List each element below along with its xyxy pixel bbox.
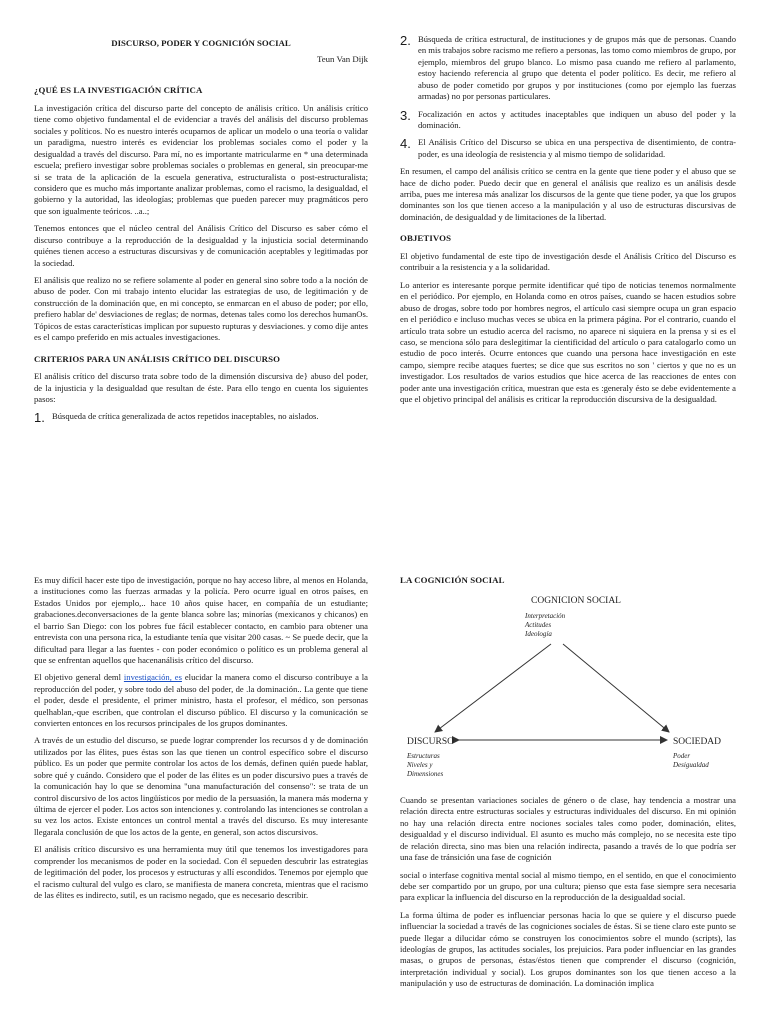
diagram-left-item: Estructuras — [407, 752, 440, 760]
diagram-top-item: Actitudes — [525, 621, 552, 629]
diagram-top-item: Ideología — [525, 630, 552, 638]
cognition-diagram — [403, 592, 741, 780]
cognition-diagram-svg — [403, 592, 741, 780]
list-item — [400, 137, 736, 160]
paragraph: Tenemos entonces que el núcleo central del Análisis Crítico del Discurso es saber cómo el discurso contribuye a la reproducción de la desigualdad y la injusticia social determinando quiénes tienen acceso a estructuras discursivas y de comunicación aceptables y legitimadas por la sociedad. — [34, 223, 368, 268]
section-heading-criterios: CRITERIOS PARA UN ANÁLISIS CRÍTICO DEL DISCURSO — [34, 353, 281, 364]
list-text: El Análisis Crítico del Discurso se ubica en una perspectiva de disentimiento, de contra-poder, es una ideología de resistencia y al mismo tiempo de solidaridad. — [418, 137, 736, 159]
paragraph: El análisis crítico del discurso trata sobre todo de la dimensión discursiva de} abuso del poder, de la injusticia y la desigualdad que resultan de éste. Para ello tengo en cuenta los siguientes pasos: — [34, 371, 368, 405]
paragraph: En resumen, el campo del análisis crítico se centra en la gente que tiene poder y el abuso que se hace de dicho poder. Puedo decir que en general el análisis que realizo es un análisis desde arriba, pues me interesa más analizar los discursos de la gente que tiene poder, ya que los grupos dominantes son los que tienen acceso a la manipulación y al uso de estructuras discursivas de dominación, de desigualdad y de limitaciones de la libertad. — [400, 166, 736, 222]
paragraph: A través de un estudio del discurso, se puede lograr comprender los recursos d y de dominación utilizados por las élites, pues éstas son las que tienen un control específico sobre el discurso público. Es un poder que permite controlar los actos de los demás, definen quién puede hablar, sobre qué y cuándo. Considero que el poder de las élites es un poder discursivo pues a través de la comunicación hay lo que se denomina "una manufacturación del consenso": se trata de un control discursivo de los actos lingüísticos por medio de la persuasión, la manera más moderna y última de ejercer el poder. Los actos son intenciones y. controlando las intenciones se controlan a su vez los actos. Existe entonces un control mental a través del discurso. Es muy interesante llegarala conclusión de que los actos de la gente, en general, son actos discursivos. — [34, 735, 368, 837]
list-number: 2. — [400, 33, 411, 48]
investigacion-link[interactable]: investigación, es — [123, 672, 182, 683]
paragraph: Cuando se presentan variaciones sociales de género o de clase, hay tendencia a mostrar una relación directa entre estructuras sociales y estructuras individuales del discurso. En mi opinión no hay una relación directa entre nociones sociales tales como poder, dominación, elites, desigualdad y el discurso individual. El asunto es mucho más complejo, no se necesita este tipo de relación directa, sino mas bien una relación indirecta, pasando a través de lo que podría ser una fase de tránsición una fase de cognición — [400, 795, 736, 863]
list-number: 1. — [34, 410, 45, 426]
paragraph: El análisis crítico discursivo es una herramienta muy útil que tenemos los investigadores para comprender los mecanismos de poder en la sociedad. Con él sepueden descubrir las estrategias de legitimación del poder, los procesos y estructuras y allí escondidos. Tenemos por ejemplo que el racismo cultural del vulgo es claro, se manifiesta de manera concreta, mientras que el racismo de las élites es indirecto, sutil, es un racismo negado, que es necesario describir. — [34, 844, 368, 900]
section-heading-cognicion: LA COGNICIÓN SOCIAL — [400, 575, 505, 585]
diagram-right-title: SOCIEDAD — [673, 737, 722, 747]
section-heading-objetivos: OBJETIVOS — [400, 233, 452, 244]
paragraph: El objetivo fundamental de este tipo de investigación desde el Análisis Crítico del Discurso es contribuir a la resistencia y a la solidaridad. — [400, 251, 736, 273]
paragraph: La investigación crítica del discurso parte del concepto de análisis crítico. Un análisis crítico tiene como objetivo fundamental el de evidenciar a través del análisis del discurso problemas sociales y políticos. No es nuestro interés ocuparnos de aplicar un modelo o una teoría o validar un paradigma, nuestro interés es evidenciar los problemas sociales como el poder y la desigualdad a través del discurso. Para mí, no es importante matricularme en * una determinada escuela; prefiero investigar sobre problemas sociales o problemas en general, sin preocupar-me si se trata de la aplicación de la escuela generativa, estructuralista o post-estructuralista; considero que es mucho más importante analizar problemas, como el racismo, la desigualdad, el gobierno y la autoridad, las ideologías; problemas que pueden parecer muy pragmáticos pero que son igualmente teóricos. ..a..; — [34, 103, 368, 216]
paragraph-text: elucidar la manera como el discurso contribuye a la reproducción del poder, y sobre todo del abuso del poder, de .la dominación.. La gente que tiene el poder, desde el presidente, el primer ministro, hasta el profesor, el médico, son personas quelhablan,-que escriben, que controlan el discurso público. El discurso y la comunicación se convierten entonces en los recursos principales de los grupos dominantes. — [34, 672, 368, 729]
article-title: DISCURSO, PODER Y COGNICIÓN SOCIAL — [111, 38, 291, 48]
diagram-right-item: Desigualdad — [673, 761, 709, 769]
diagram-left-item: Niveles y — [407, 761, 433, 769]
column-bottom-right-text — [400, 795, 736, 1024]
article-author: Teun Van Dijk — [316, 53, 368, 64]
paragraph: Es muy difícil hacer este tipo de investigación, porque no hay acceso libre, al menos en Holanda, a instituciones como las fuerzas armadas y la policía. Pero ocurre igual en otros países, en Estados Unidos por ejemplo,.. hace 10 años quise hacer, en compañía de un estudiante; grabaciones.deconversaciones de la gente blanca sobre las; minorías (mexicanos y chicanos) en el barrio San Diego: con los pobres fue fácil establecer contacto, en cambio para obtener una entrevista con una persona rica, la estudiante tenía que visitar 200 casas. ~ Se puede decir, que la dificultad para llegar a las fuentes - con poder económico o político es un problema general al que se enfrentan aquellos que hacenanálisis crítico del discurso. — [34, 575, 368, 665]
paragraph-text: El objetivo general deml — [34, 672, 124, 683]
paragraph: La forma última de poder es influenciar personas hacia lo que se quiere y el discurso puede influenciar la sociedad a través de las cogniciones sociales de éstas. Si se tiene claro este punto se puede llegar a dilucidar cómo se construyen los conocimientos sobre el mundo (scripts), las ideologías de grupos, las actitudes sociales, los prejuicios. Para poder influenciar en las grandes masas, o grupos de personas, éstas/éstos tienen que comprender el discurso (cognición, interpretación individual y social). Los grupos dominantes son los que tienen acceso a la manipulación y uso de estructuras de dominación. La dominación implica — [400, 909, 736, 989]
arrow-to-sociedad — [563, 644, 669, 732]
diagram-top-item: Interpretación — [525, 612, 566, 620]
diagram-top-title: COGNICION SOCIAL — [531, 596, 621, 606]
list-text: Búsqueda de crítica generalizada de actos repetidos inaceptables, no aislados. — [52, 411, 319, 422]
diagram-right-item: Poder — [673, 752, 691, 760]
list-item — [400, 34, 736, 103]
paragraph: Lo anterior es interesante porque permite identificar qué tipo de noticias tenemos normalmente en el periódico. Por ejemplo, en Holanda como en otros países, cuando se hacen estudios sobre abuso de drogas, sobre todo por hombres negros, el artículo casi siempre ocupa un gran espacio en el periódico e incluso muchas veces se ubica en la primera página. Por el contrario, cuando el artículo trata sobre un estudio acerca del racismo, no aparece ni siquiera en la prensa y si es el caso, se menciona sólo para deslegitimar la cientificidad del artículo o para catalogarlo como un estudio de poco interés. Ocurre entonces que cuando una persona hace investigación en este campo, siempre recibe ataques fuertes; se dice que sus escritos no son ' ciertos y que no es un investigador. Los resultados de varios estudios que hice acerca de las reacciones de entes con poder ante una investigación crítica, muestran que esta es :generaly ésto se debe evidentemente a que el objetivo principal del análisis es criticar la reproducción discursiva de la desigualdad. — [400, 279, 736, 405]
column-bottom-right — [400, 575, 736, 593]
diagram-left-title: DISCURSO — [407, 737, 454, 747]
list-item — [34, 411, 368, 424]
diagram-left-item: Dimensiones — [407, 770, 444, 778]
list-number: 4. — [400, 136, 411, 152]
column-bottom-left — [34, 575, 368, 907]
arrow-to-discurso — [435, 644, 551, 732]
list-text: Búsqueda de crítica estructural, de instituciones y de grupos más que de personas. Cuando en mis trabajos sobre racismo me refiero a personas, las tomo como miembros de grupo, por ejemplo, miembros del grupo blanco. Lo mismo pasa cuando me refiero al parlamento, estoy haciendo referencia al grupo que detenta el poder político. Es decir, me refiero al abuso de poder cometido por grupos y por instituciones (como por ejemplo las fuerzas armadas) no por personas particulares. — [418, 34, 736, 102]
paragraph: social o interfase cognitiva mental social al mismo tiempo, en el sentido, en que el conocimiento debe ser compartido por un grupo, por una cultura; pienso que esta fase siempre sera necesaria para explicar la influencia del discurso en la reproducción de la desigualdad social. — [400, 869, 736, 903]
list-text: Focalización en actos y actitudes inaceptables que indiquen un abuso del poder y la dominación. — [418, 108, 736, 130]
column-top-right — [400, 34, 736, 412]
paragraph — [34, 672, 368, 729]
section-heading-investigacion: ¿QUÉ ES LA INVESTIGACIÓN CRÍTICA — [34, 85, 203, 96]
column-top-left — [34, 38, 368, 430]
list-item — [400, 109, 736, 132]
paragraph: El análisis que realizo no se refiere solamente al poder en general sino sobre todo a la noción de abuso de poder. Con mi trabajo intento elucidar las estrategias de uso, de legitimación y de construcción de la dominación que, en mi concepto, se enmarcan en el abuso de poder; por ello, prefiero hablar de' desviaciones de reglas; de normas, detenas tales como los derechos humanOs. Tópicos de estas características implican por supuesto rupturas y desviaciones. y como dije antes es el campo preferido en mis actuales investigaciones. — [34, 274, 368, 343]
list-number: 3. — [400, 107, 411, 123]
